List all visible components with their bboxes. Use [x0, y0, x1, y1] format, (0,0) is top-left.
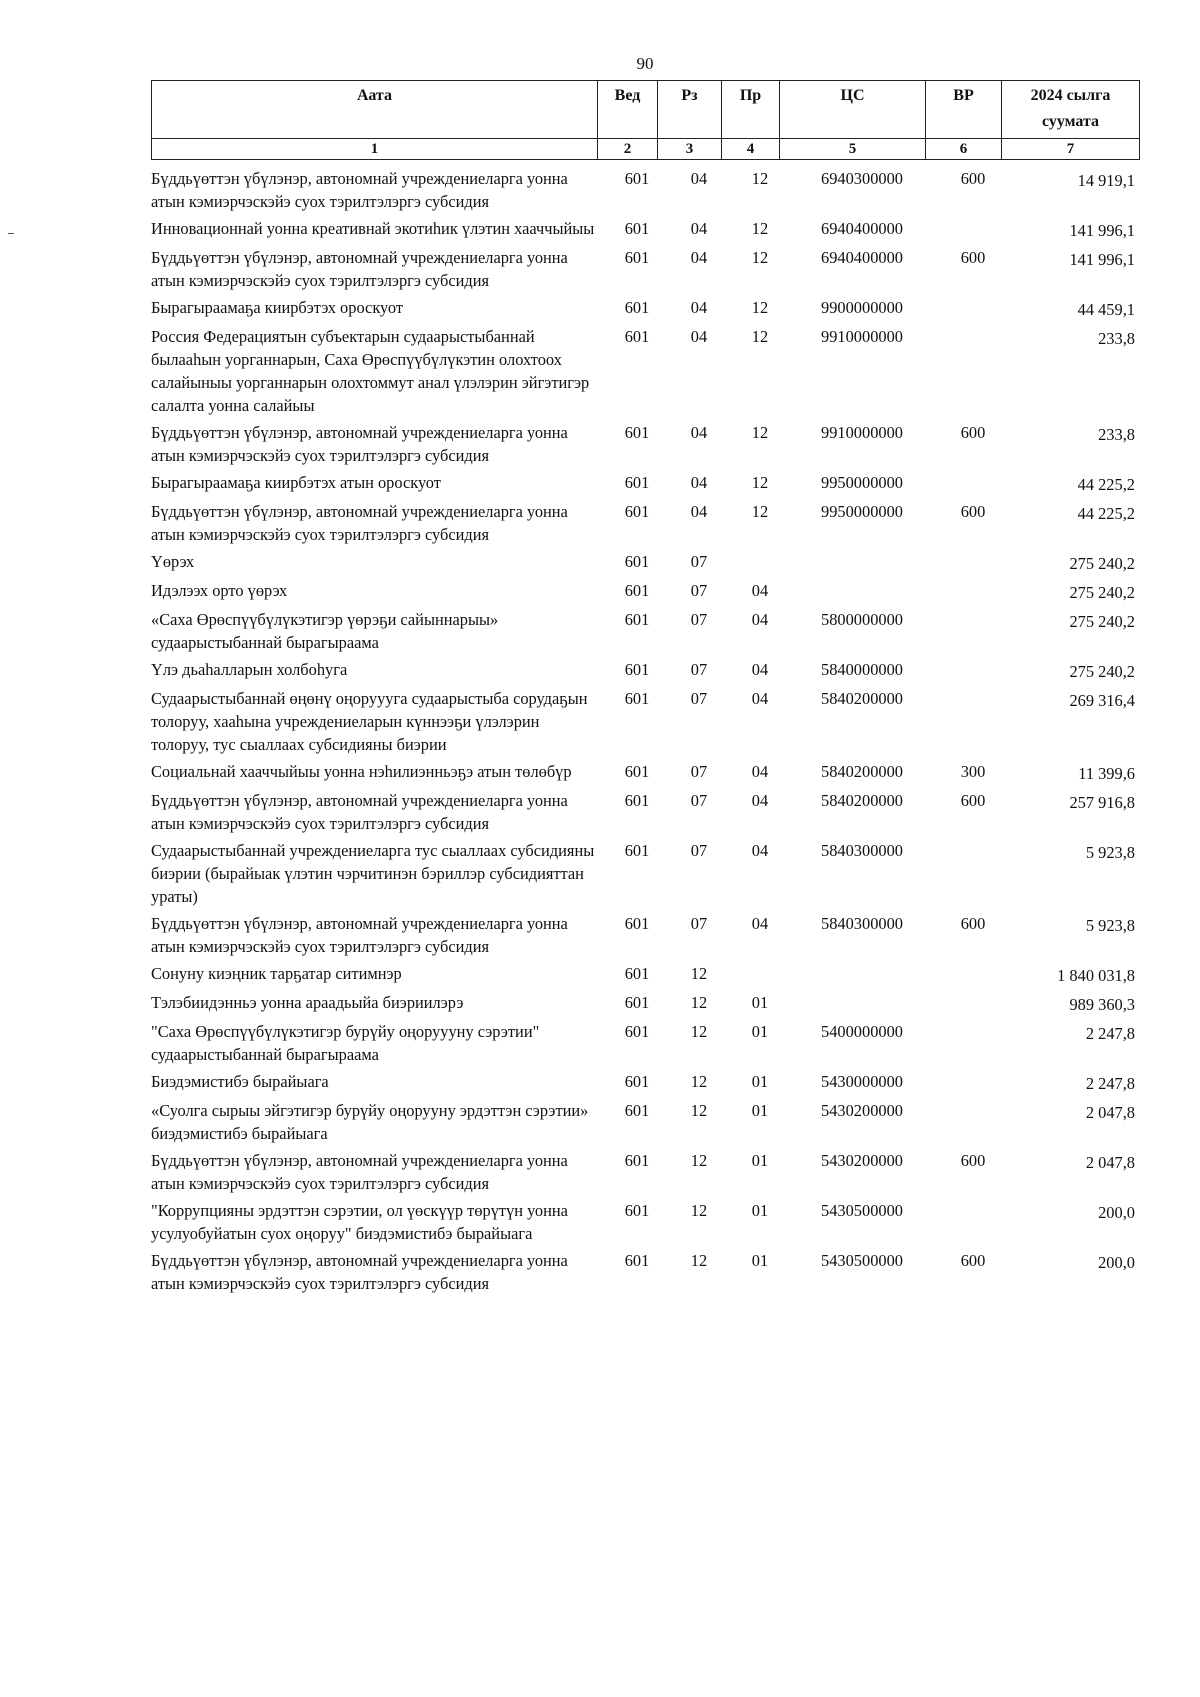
row-ved: 601	[624, 327, 650, 346]
table-row	[151, 912, 1137, 958]
row-amount: 141 996,1	[1069, 250, 1135, 269]
header-number: 5	[780, 139, 926, 160]
row-pr: 01	[751, 993, 769, 1012]
row-vr: 600	[960, 791, 986, 810]
row-cs	[789, 550, 935, 575]
row-cs: 9950000000	[821, 502, 903, 521]
row-rz: 07	[690, 914, 708, 933]
row-ved: 601	[624, 993, 650, 1012]
row-cs: 5840300000	[821, 841, 903, 860]
row-ved: 601	[624, 964, 650, 983]
row-ved: 601	[624, 219, 650, 238]
header-number: 6	[926, 139, 1002, 160]
row-pr: 04	[751, 791, 769, 810]
row-rz: 07	[690, 841, 708, 860]
row-amount: 44 459,1	[1077, 300, 1135, 319]
row-pr: 04	[751, 610, 769, 629]
row-vr	[935, 658, 1011, 683]
row-pr: 01	[751, 1101, 769, 1120]
row-name: Бүддьүөттэн үбүлэнэр, автономнай учреждениеларга уонна атын кэмиэрчэскэйэ суох тэрилтэлэргэ субсидия	[151, 423, 568, 465]
row-pr: 12	[751, 248, 769, 267]
row-ved: 601	[624, 791, 650, 810]
row-name: Бүддьүөттэн үбүлэнэр, автономнай учреждениеларга уонна атын кэмиэрчэскэйэ суох тэрилтэлэргэ субсидия	[151, 502, 568, 544]
row-vr	[935, 991, 1011, 1016]
row-rz: 04	[690, 502, 708, 521]
table-row	[151, 421, 1137, 467]
row-name: Сонуну киэңник тарҕатар ситимнэр	[151, 964, 402, 983]
row-ved: 601	[624, 1201, 650, 1220]
row-vr: 600	[960, 914, 986, 933]
row-name: "Коррупцияны эрдэттэн сэрэтии, ол үөскүүр төрүтүн уонна усулуобуйатын суох оңоруу" биэдэмистибэ бырайыага	[151, 1201, 568, 1243]
row-rz: 12	[690, 1251, 708, 1270]
row-vr: 600	[960, 1251, 986, 1270]
row-name: «Саха Өрөспүүбүлүкэтигэр үөрэҕи сайыннарыы» судаарыстыбаннай бырагыраама	[151, 610, 499, 652]
row-amount: 5 923,8	[1085, 843, 1135, 862]
table-body	[151, 167, 1137, 1299]
row-rz: 04	[690, 327, 708, 346]
header-number: 3	[658, 139, 722, 160]
row-name: Инновационнай уонна креативнай экотиһик үлэтин хааччыйыы	[151, 219, 595, 238]
row-amount: 275 240,2	[1069, 554, 1135, 573]
row-amount: 5 923,8	[1085, 916, 1135, 935]
row-name: Россия Федерациятын субъектарын судаарыстыбаннай былааһын уорганнарын, Саха Өрөспүүбүлүкэтин олохтоох салайыныы уорганнарын олохтоммут анал үлэлэрин эйгэтигэр салалта уонна салайыы	[151, 327, 590, 415]
row-vr	[935, 687, 1011, 756]
row-amount: 275 240,2	[1069, 612, 1135, 631]
header-rz: Рз	[658, 81, 722, 139]
margin-mark	[8, 233, 14, 234]
row-pr: 12	[751, 423, 769, 442]
row-amount: 2 247,8	[1085, 1074, 1135, 1093]
header-ved: Вед	[598, 81, 658, 139]
row-rz: 07	[690, 581, 708, 600]
row-cs: 5840200000	[821, 791, 903, 810]
row-cs: 6940400000	[821, 219, 903, 238]
row-vr	[935, 325, 1011, 417]
row-name: Үлэ дьаһалларын холбоһуга	[151, 660, 348, 679]
table-row	[151, 246, 1137, 292]
row-name: Бүддьүөттэн үбүлэнэр, автономнай учреждениеларга уонна атын кэмиэрчэскэйэ суох тэрилтэлэргэ субсидия	[151, 169, 568, 211]
row-vr	[935, 296, 1011, 321]
row-ved: 601	[624, 1251, 650, 1270]
header-amount: 2024 сылга суумата	[1002, 81, 1140, 139]
table-row	[151, 608, 1137, 654]
row-amount: 11 399,6	[1078, 764, 1135, 783]
row-rz: 04	[690, 248, 708, 267]
row-pr	[731, 962, 789, 987]
row-vr: 600	[960, 169, 986, 188]
row-cs: 9910000000	[821, 327, 903, 346]
row-vr: 600	[960, 1151, 986, 1170]
row-rz: 12	[690, 964, 708, 983]
row-rz: 07	[690, 660, 708, 679]
row-cs	[789, 962, 935, 987]
row-pr: 01	[751, 1151, 769, 1170]
row-rz: 07	[690, 552, 708, 571]
row-vr	[935, 1020, 1011, 1066]
row-amount: 141 996,1	[1069, 221, 1135, 240]
row-name: Бүддьүөттэн үбүлэнэр, автономнай учреждениеларга уонна атын кэмиэрчэскэйэ суох тэрилтэлэргэ субсидия	[151, 1151, 568, 1193]
row-ved: 601	[624, 841, 650, 860]
row-rz: 07	[690, 791, 708, 810]
header-cs: ЦС	[780, 81, 926, 139]
row-vr	[935, 608, 1011, 654]
row-amount: 275 240,2	[1069, 662, 1135, 681]
table-row	[151, 658, 1137, 683]
row-name: Идэлээх орто үөрэх	[151, 581, 288, 600]
row-rz: 12	[690, 1072, 708, 1091]
table-row	[151, 500, 1137, 546]
row-name: Тэлэбиидэнньэ уонна араадьыйа биэриилэрэ	[151, 993, 464, 1012]
row-cs: 5430500000	[821, 1201, 903, 1220]
row-name: Бүддьүөттэн үбүлэнэр, автономнай учреждениеларга уонна атын кэмиэрчэскэйэ суох тэрилтэлэргэ субсидия	[151, 248, 568, 290]
row-name: Социальнай хааччыйыы уонна нэһилиэнньэҕэ атын төлөбүр	[151, 762, 572, 781]
row-cs: 5400000000	[821, 1022, 903, 1041]
row-pr: 04	[751, 660, 769, 679]
row-pr: 01	[751, 1072, 769, 1091]
row-vr: 600	[960, 248, 986, 267]
row-amount: 200,0	[1098, 1253, 1135, 1272]
row-rz: 12	[690, 1201, 708, 1220]
table-row	[151, 167, 1137, 213]
row-rz: 04	[690, 169, 708, 188]
row-rz: 04	[690, 423, 708, 442]
row-vr	[935, 217, 1011, 242]
row-pr: 04	[751, 914, 769, 933]
row-cs: 5840000000	[821, 660, 903, 679]
row-pr: 04	[751, 841, 769, 860]
table-row	[151, 1249, 1137, 1295]
table-row	[151, 1070, 1137, 1095]
table-row	[151, 1149, 1137, 1195]
table-row	[151, 687, 1137, 756]
row-amount: 44 225,2	[1077, 504, 1135, 523]
row-vr: 300	[960, 762, 986, 781]
row-ved: 601	[624, 689, 650, 708]
row-vr	[935, 962, 1011, 987]
row-vr	[935, 1070, 1011, 1095]
row-ved: 601	[624, 248, 650, 267]
row-name: Судаарыстыбаннай учреждениеларга тус сыаллаах субсидияны биэрии (бырайыак үлэтин чэрчитинэн бэриллэр субсидияттан ураты)	[151, 841, 595, 906]
row-name: «Суолга сырыы эйгэтигэр бурүйу оңорууну эрдэттэн сэрэтии» биэдэмистибэ бырайыага	[151, 1101, 589, 1143]
row-name: Бүддьүөттэн үбүлэнэр, автономнай учреждениеларга уонна атын кэмиэрчэскэйэ суох тэрилтэлэргэ субсидия	[151, 1251, 568, 1293]
row-pr: 04	[751, 762, 769, 781]
row-cs: 5430200000	[821, 1101, 903, 1120]
row-ved: 601	[624, 473, 650, 492]
row-amount: 200,0	[1098, 1203, 1135, 1222]
row-ved: 601	[624, 660, 650, 679]
header-number: 7	[1002, 139, 1140, 160]
row-rz: 12	[690, 1101, 708, 1120]
row-ved: 601	[624, 298, 650, 317]
row-ved: 601	[624, 423, 650, 442]
table-row	[151, 296, 1137, 321]
table-row	[151, 217, 1137, 242]
page-number: 90	[636, 54, 654, 73]
table-row	[151, 1199, 1137, 1245]
row-pr: 01	[751, 1201, 769, 1220]
row-vr: 600	[960, 502, 986, 521]
table-row	[151, 760, 1137, 785]
row-amount: 1 840 031,8	[1057, 966, 1135, 985]
header-vr: ВР	[926, 81, 1002, 139]
row-ved: 601	[624, 762, 650, 781]
row-name: Үөрэх	[151, 552, 195, 571]
row-pr: 12	[751, 169, 769, 188]
row-rz: 07	[690, 689, 708, 708]
row-amount: 989 360,3	[1069, 995, 1135, 1014]
row-vr	[935, 550, 1011, 575]
row-vr	[935, 1199, 1011, 1245]
row-ved: 601	[624, 552, 650, 571]
row-amount: 2 047,8	[1085, 1153, 1135, 1172]
row-pr: 12	[751, 502, 769, 521]
row-ved: 601	[624, 169, 650, 188]
row-pr	[731, 550, 789, 575]
row-cs: 5840200000	[821, 689, 903, 708]
row-cs: 5840200000	[821, 762, 903, 781]
row-ved: 601	[624, 914, 650, 933]
row-vr	[935, 471, 1011, 496]
row-cs: 9950000000	[821, 473, 903, 492]
row-rz: 04	[690, 473, 708, 492]
header-number: 4	[722, 139, 780, 160]
row-ved: 601	[624, 1022, 650, 1041]
row-amount: 269 316,4	[1069, 691, 1135, 710]
table-row	[151, 325, 1137, 417]
row-amount: 257 916,8	[1069, 793, 1135, 812]
row-cs: 6940400000	[821, 248, 903, 267]
row-name: Биэдэмистибэ бырайыага	[151, 1072, 329, 1091]
row-name: Бырагыраамаҕа киирбэтэх ороскуот	[151, 298, 403, 317]
row-ved: 601	[624, 1101, 650, 1120]
table-row	[151, 991, 1137, 1016]
header-pr: Пр	[722, 81, 780, 139]
row-ved: 601	[624, 581, 650, 600]
row-cs	[789, 579, 935, 604]
row-pr: 04	[751, 581, 769, 600]
row-name: Судаарыстыбаннай өңөнү оңоруууга судаарыстыба сорудаҕын толоруу, хааһына учреждениеларын күннээҕи үлэлэрин толоруу, тус сыаллаах субсидияны биэрии	[151, 689, 588, 754]
row-amount: 2 047,8	[1085, 1103, 1135, 1122]
row-rz: 07	[690, 762, 708, 781]
row-amount: 233,8	[1098, 329, 1135, 348]
row-vr	[935, 579, 1011, 604]
row-pr: 01	[751, 1022, 769, 1041]
row-name: "Саха Өрөспүүбүлүкэтигэр бурүйу оңоруууну сэрэтии" судаарыстыбаннай бырагыраама	[151, 1022, 540, 1064]
table-header	[151, 80, 1140, 160]
row-rz: 12	[690, 1022, 708, 1041]
row-pr: 04	[751, 689, 769, 708]
row-rz: 12	[690, 1151, 708, 1170]
row-amount: 2 247,8	[1085, 1024, 1135, 1043]
row-ved: 601	[624, 1072, 650, 1091]
header-number: 1	[152, 139, 598, 160]
row-cs: 5840300000	[821, 914, 903, 933]
row-rz: 04	[690, 298, 708, 317]
row-vr: 600	[960, 423, 986, 442]
row-amount: 233,8	[1098, 425, 1135, 444]
row-rz: 04	[690, 219, 708, 238]
row-rz: 12	[690, 993, 708, 1012]
row-name: Бырагыраамаҕа киирбэтэх атын ороскуот	[151, 473, 441, 492]
row-rz: 07	[690, 610, 708, 629]
row-amount: 14 919,1	[1077, 171, 1135, 190]
row-cs: 9900000000	[821, 298, 903, 317]
table-row	[151, 579, 1137, 604]
row-vr	[935, 839, 1011, 908]
header-name: Аата	[152, 81, 598, 139]
row-cs	[789, 991, 935, 1016]
row-cs: 9910000000	[821, 423, 903, 442]
row-pr: 12	[751, 298, 769, 317]
row-amount: 275 240,2	[1069, 583, 1135, 602]
table-row	[151, 471, 1137, 496]
row-pr: 12	[751, 327, 769, 346]
row-cs: 5800000000	[821, 610, 903, 629]
table-row	[151, 789, 1137, 835]
table-row	[151, 962, 1137, 987]
row-name: Бүддьүөттэн үбүлэнэр, автономнай учреждениеларга уонна атын кэмиэрчэскэйэ суох тэрилтэлэргэ субсидия	[151, 914, 568, 956]
row-vr	[935, 1099, 1011, 1145]
row-ved: 601	[624, 610, 650, 629]
row-cs: 5430500000	[821, 1251, 903, 1270]
header-number: 2	[598, 139, 658, 160]
table-row	[151, 550, 1137, 575]
table-row	[151, 1020, 1137, 1066]
row-name: Бүддьүөттэн үбүлэнэр, автономнай учреждениеларга уонна атын кэмиэрчэскэйэ суох тэрилтэлэргэ субсидия	[151, 791, 568, 833]
row-amount: 44 225,2	[1077, 475, 1135, 494]
row-ved: 601	[624, 1151, 650, 1170]
table-row	[151, 1099, 1137, 1145]
row-cs: 5430200000	[821, 1151, 903, 1170]
row-pr: 12	[751, 473, 769, 492]
row-cs: 5430000000	[821, 1072, 903, 1091]
row-pr: 01	[751, 1251, 769, 1270]
row-ved: 601	[624, 502, 650, 521]
table-row	[151, 839, 1137, 908]
row-pr: 12	[751, 219, 769, 238]
row-cs: 6940300000	[821, 169, 903, 188]
